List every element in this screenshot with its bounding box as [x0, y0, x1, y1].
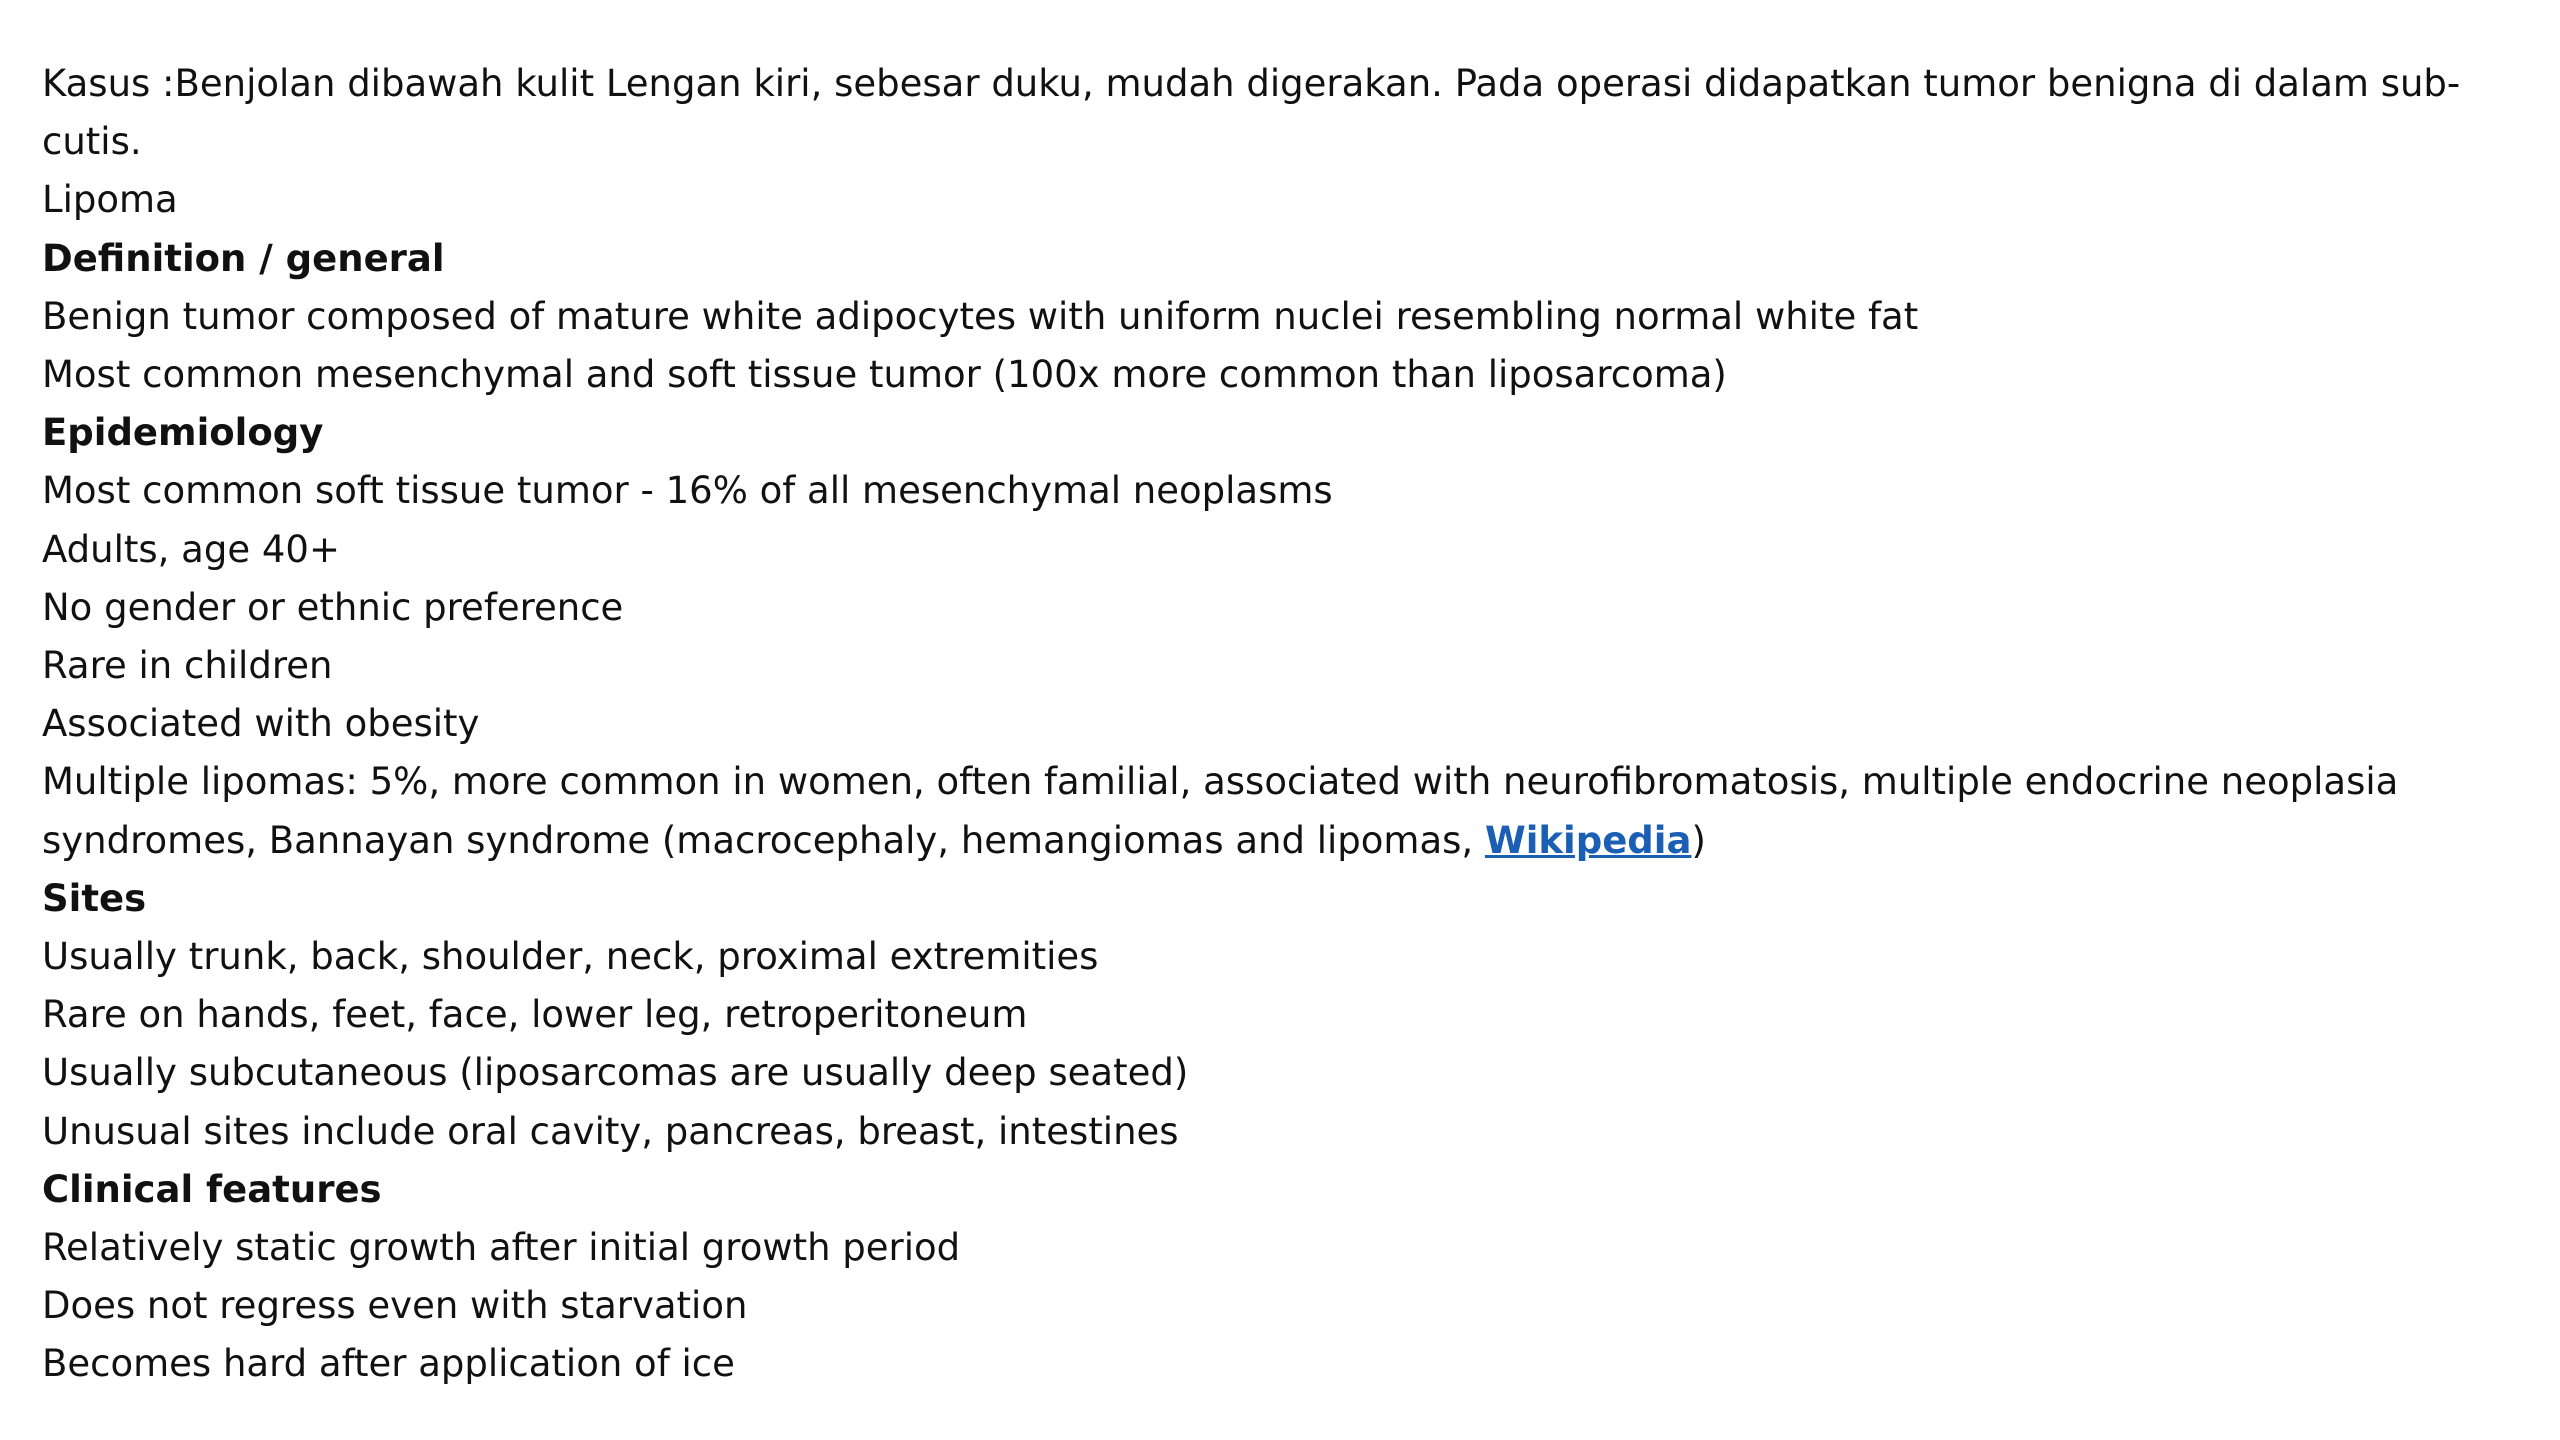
- wikipedia-link[interactable]: Wikipedia: [1484, 818, 1692, 862]
- epidemiology-line-4: Rare in children: [42, 644, 333, 688]
- case-description: Kasus :Benjolan dibawah kulit Lengan kiri, sebesar duku, mudah digerakan. Pada operasi didapatkan tumor benigna di dalam sub-cutis.: [42, 62, 2461, 164]
- sites-line-2: Rare on hands, feet, face, lower leg, retroperitoneum: [42, 993, 1028, 1037]
- epidemiology-line-5: Associated with obesity: [42, 702, 480, 746]
- multiple-lipomas-suffix: ): [1691, 818, 1706, 862]
- clinical-line-3: Becomes hard after application of ice: [42, 1342, 735, 1386]
- epidemiology-heading: Epidemiology: [42, 411, 324, 455]
- sites-heading: Sites: [42, 876, 147, 920]
- clinical-heading: Clinical features: [42, 1167, 382, 1211]
- multiple-lipomas-text: Multiple lipomas: 5%, more common in women, often familial, associated with neurofibromatosis, multiple endocrine neoplasia syndromes, Bannayan syndrome (macrocephaly, hemangiomas and lipomas,: [42, 760, 2399, 862]
- definition-line-2: Most common mesenchymal and soft tissue tumor (100x more common than liposarcoma): [42, 353, 1727, 397]
- clinical-line-2: Does not regress even with starvation: [42, 1284, 748, 1328]
- epidemiology-line-1: Most common soft tissue tumor - 16% of all mesenchymal neoplasms: [42, 469, 1333, 513]
- epidemiology-line-3: No gender or ethnic preference: [42, 585, 624, 629]
- multiple-lipomas-paragraph: [42, 753, 2520, 869]
- diagnosis-label: Lipoma: [42, 178, 178, 222]
- epidemiology-line-2: Adults, age 40+: [42, 527, 340, 571]
- clinical-line-1: Relatively static growth after initial growth period: [42, 1226, 961, 1270]
- sites-line-4: Unusual sites include oral cavity, pancreas, breast, intestines: [42, 1109, 1179, 1153]
- sites-line-3: Usually subcutaneous (liposarcomas are usually deep seated): [42, 1051, 1189, 1095]
- definition-heading: Definition / general: [42, 236, 445, 280]
- definition-line-1: Benign tumor composed of mature white adipocytes with uniform nuclei resembling normal white fat: [42, 294, 1919, 338]
- sites-line-1: Usually trunk, back, shoulder, neck, proximal extremities: [42, 935, 1099, 979]
